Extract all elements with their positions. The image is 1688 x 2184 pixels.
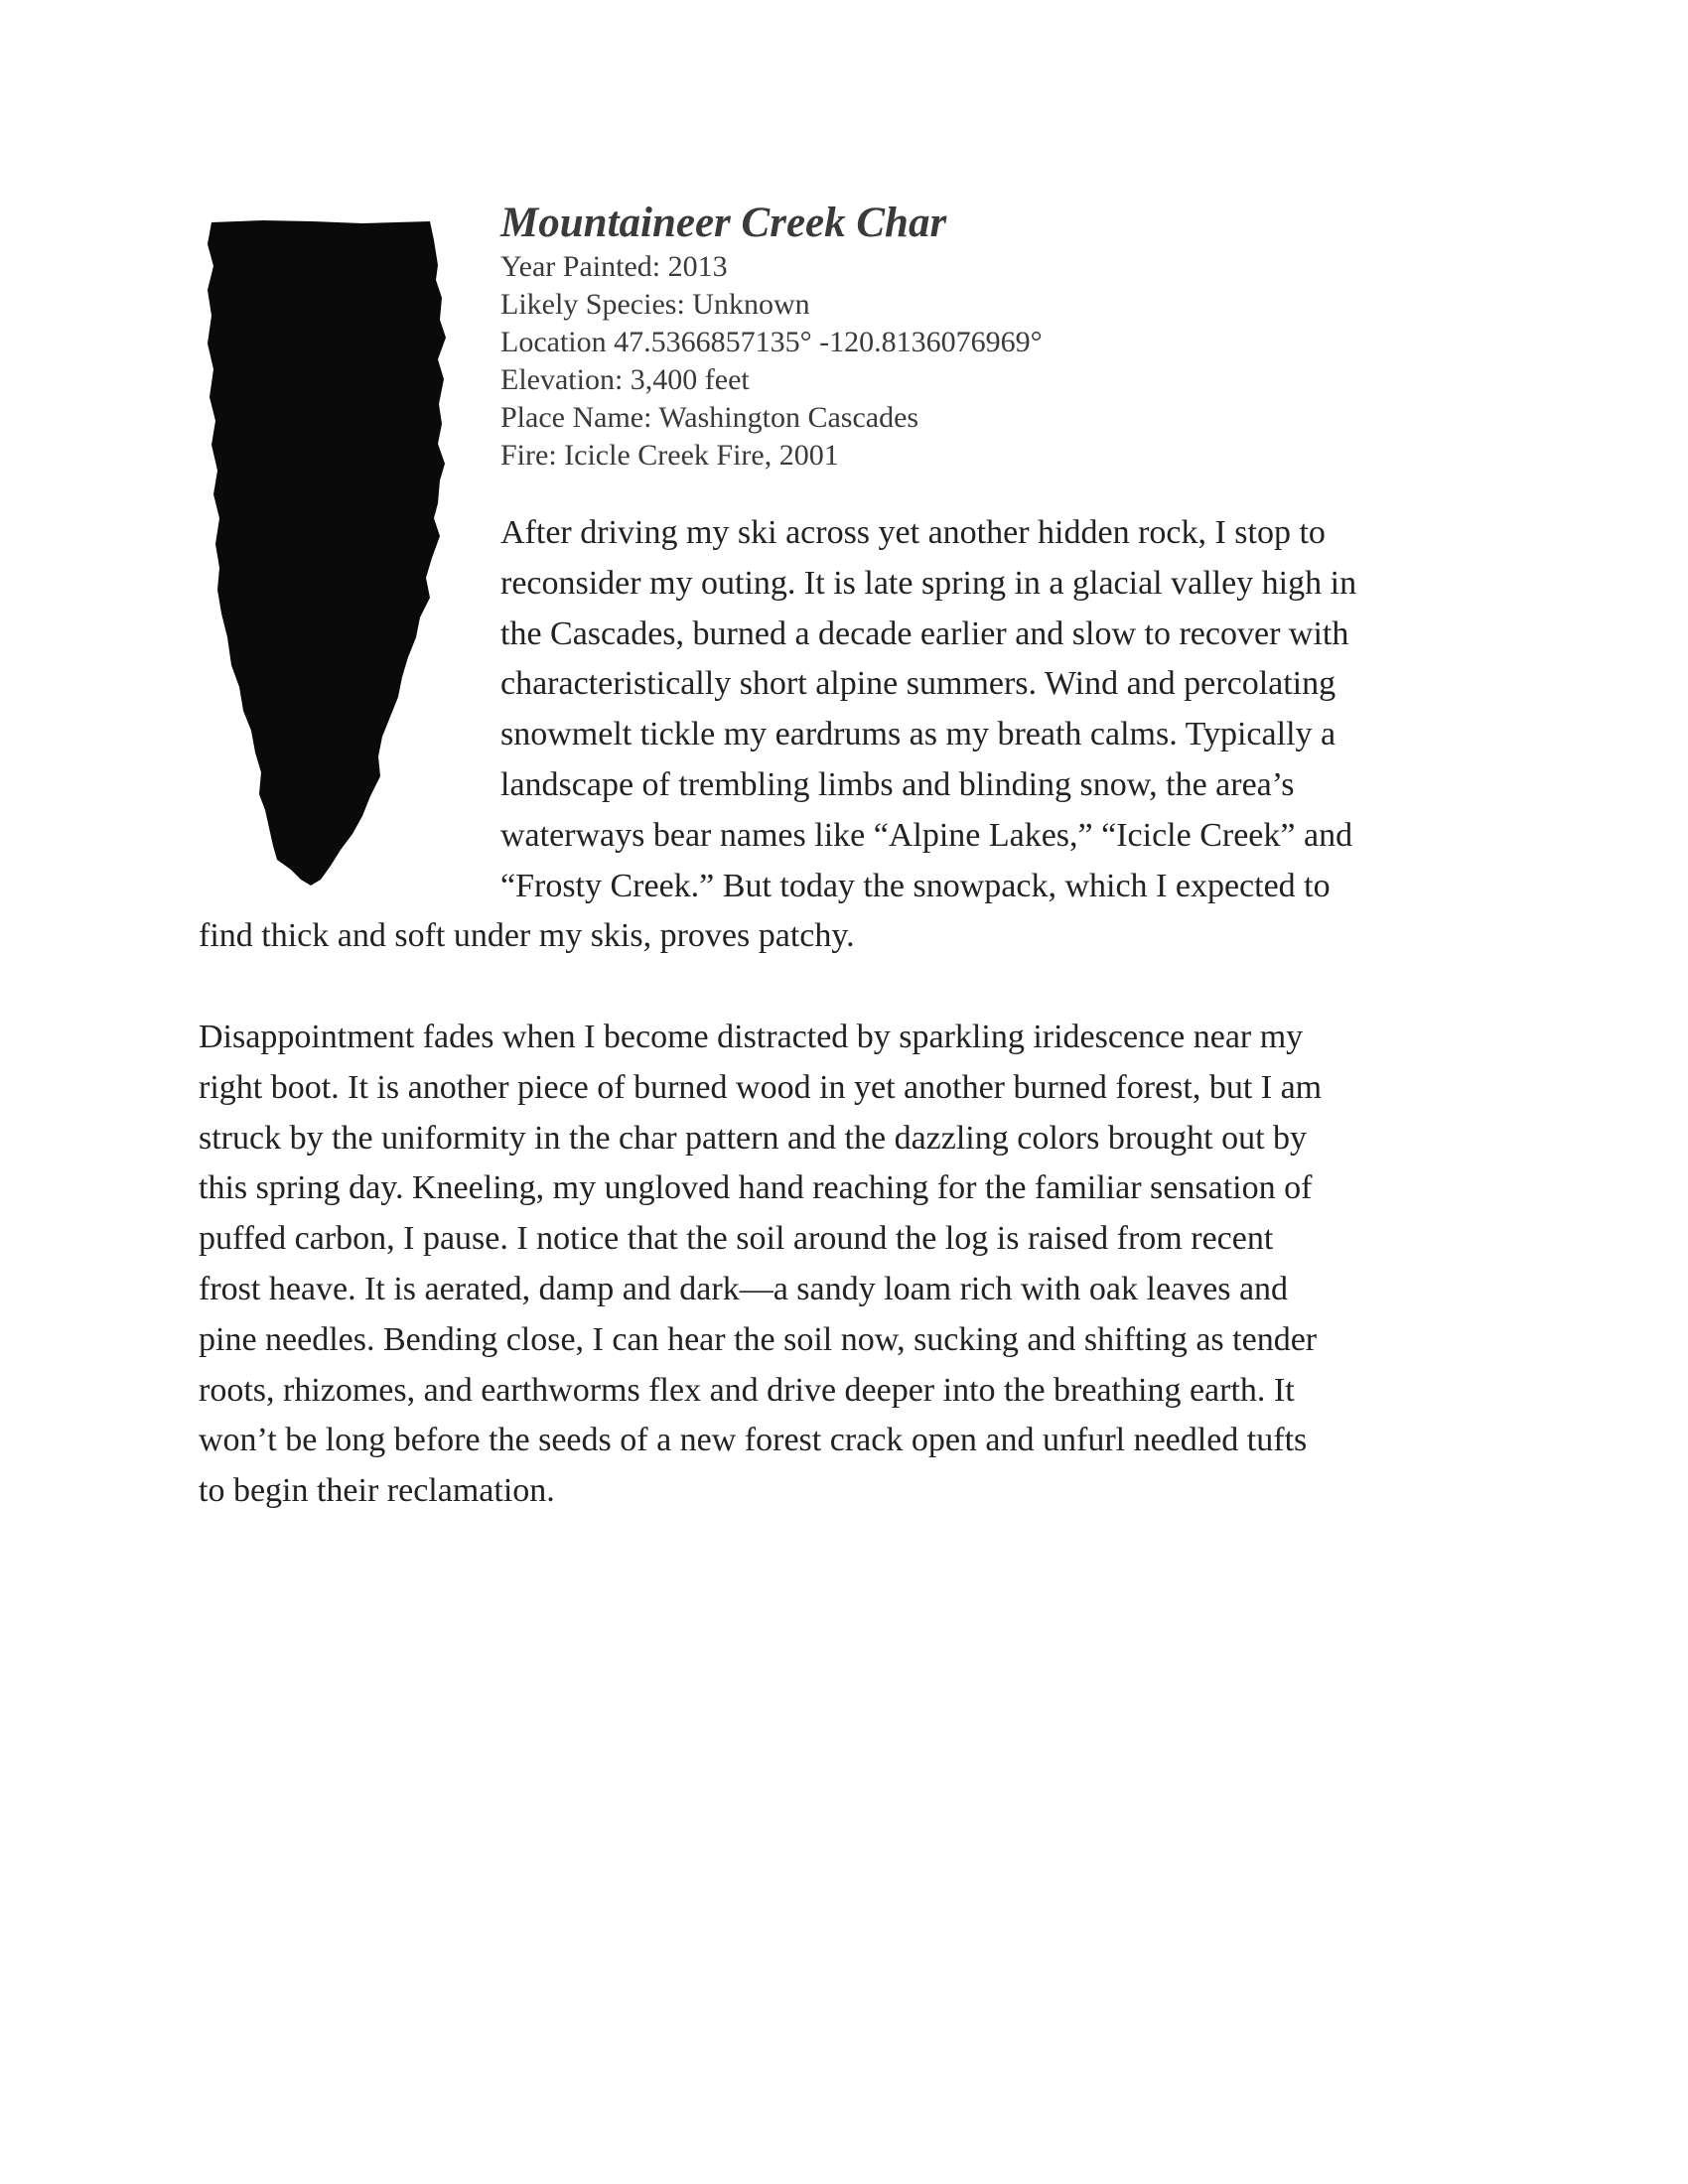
paragraph-line: waterways bear names like “Alpine Lakes,” “Icicle Creek” and xyxy=(500,816,1353,854)
paragraph-line: find thick and soft under my skis, proves patchy. xyxy=(199,917,855,955)
paragraph-line: puffed carbon, I pause. I notice that the soil around the log is raised from recent xyxy=(199,1220,1274,1258)
artwork-title: Mountaineer Creek Char xyxy=(500,200,947,246)
paragraph-line: After driving my ski across yet another hidden rock, I stop to xyxy=(500,514,1326,551)
paragraph-line: frost heave. It is aerated, damp and dark—a sandy loam rich with oak leaves and xyxy=(199,1270,1289,1307)
artwork-details xyxy=(500,199,1493,475)
paragraph-line: snowmelt tickle my eardrums as my breath calms. Typically a xyxy=(500,716,1336,753)
paragraph-line: characteristically short alpine summers. Wind and percolating xyxy=(500,665,1336,703)
paragraph-line: Disappointment fades when I become distracted by sparkling iridescence near my xyxy=(199,1019,1304,1055)
paragraph-line: right boot. It is another piece of burned wood in yet another burned forest, but I am xyxy=(199,1068,1323,1106)
paragraph-2 xyxy=(199,1013,1489,1517)
paragraph-line: the Cascades, burned a decade earlier and slow to recover with xyxy=(500,614,1349,652)
paragraph-line: this spring day. Kneeling, my ungloved hand reaching for the familiar sensation of xyxy=(199,1169,1313,1207)
likely-species: Likely Species: Unknown xyxy=(500,288,810,321)
place-name: Place Name: Washington Cascades xyxy=(500,401,919,434)
paragraph-line: struck by the uniformity in the char pattern and the dazzling colors brought out by xyxy=(199,1119,1308,1157)
paragraph-line: pine needles. Bending close, I can hear the soil now, sucking and shifting as tender xyxy=(199,1320,1318,1358)
fire-name: Fire: Icicle Creek Fire, 2001 xyxy=(500,439,839,472)
elevation: Elevation: 3,400 feet xyxy=(500,363,750,396)
paragraph-line: to begin their reclamation. xyxy=(199,1472,555,1510)
paragraph-line: won’t be long before the seeds of a new forest crack open and unfurl needled tufts xyxy=(199,1422,1308,1459)
paragraph-line: roots, rhizomes, and earthworms flex and drive deeper into the breathing earth. It xyxy=(199,1371,1295,1409)
paragraph-line: landscape of trembling limbs and blinding snow, the area’s xyxy=(500,765,1295,803)
location-coordinates: Location 47.5366857135° -120.8136076969° xyxy=(500,326,1043,358)
paragraph-1 xyxy=(199,508,1489,962)
paragraph-line: reconsider my outing. It is late spring in a glacial valley high in xyxy=(500,564,1357,602)
paragraph-line: “Frosty Creek.” But today the snowpack, which I expected to xyxy=(500,867,1331,904)
year-painted: Year Painted: 2013 xyxy=(500,250,728,283)
